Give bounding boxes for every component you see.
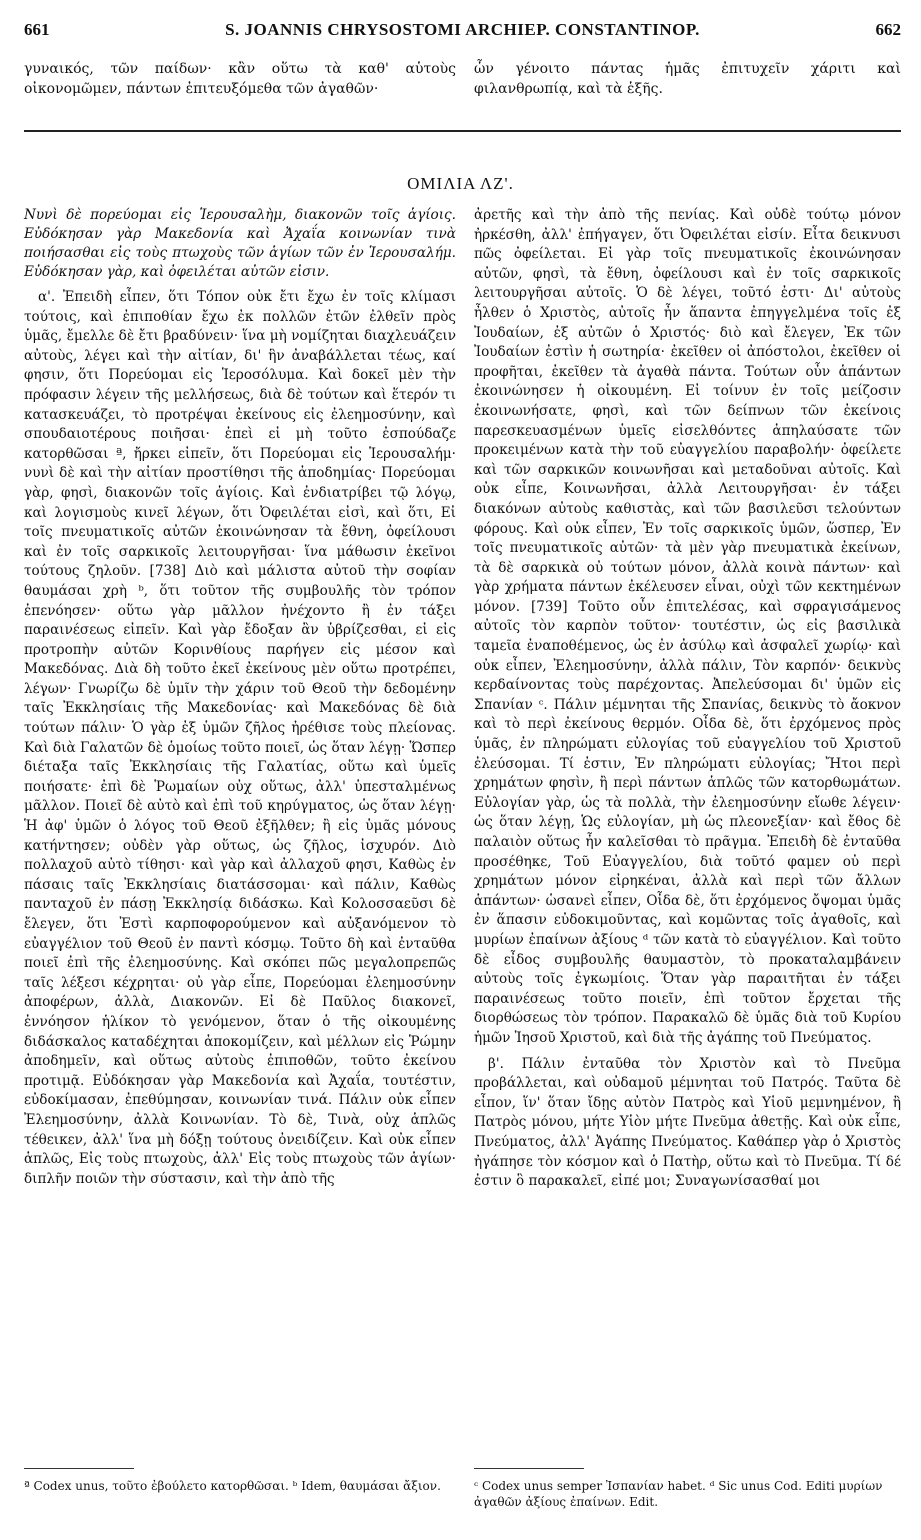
paragraph-beta: β'. Πάλιν ἐνταῦθα τὸν Χριστὸν καὶ τὸ Πνεῦμα προβάλλεται, καὶ οὐδαμοῦ μέμνηται τοῦ Πατρός. Ταῦτα δὲ εἶπον, ἵν' ὅταν ἴδῃς αὐτὸν Πατρὸς καὶ Υἱοῦ μεμνημένον, ἢ Πατρὸς μόνου, μήτε Υἱὸν μήτε Πνεῦμα ἀθετῇς. Καὶ οὐκ εἶπε, Πνεύματος, ἀλλ' Ἀγάπης Πνεύματος. Καθάπερ γὰρ ὁ Χριστὸς ἠγάπησε τὸν κόσμον καὶ ὁ Πατὴρ, οὕτω καὶ τὸ Πνεῦμα. Τί δέ ἐστιν ὃ παρακαλεῖ, εἰπέ μοι; Συναγωνίσασθαί μοι <box>474 1055 901 1190</box>
page-number-left: 661 <box>24 20 50 39</box>
top-left-text: γυναικός, τῶν παίδων· κἂν οὕτω τὰ καθ' αὑτοὺς οἰκονομῶμεν, πάντων ἐπιτευξόμεθα τῶν ἀγαθῶν· <box>24 61 456 97</box>
section-divider <box>24 130 901 132</box>
right-column <box>474 206 901 1192</box>
footnotes-left: ª Codex unus, τοῦτο ἐβούλετο κατορθῶσαι. ᵇ Idem, θαυμάσαι ἄξιον. <box>24 1479 441 1493</box>
footnotes-right: ᶜ Codex unus semper Ἰσπανίαν habet. ᵈ Sic unus Cod. Editi μυρίων ἀγαθῶν ἀξίους ἐπαίνων. Edit. <box>474 1479 883 1509</box>
left-column <box>24 206 456 1189</box>
main-body <box>24 206 901 1476</box>
scripture-lemma: Νυνὶ δὲ πορεύομαι εἰς Ἱερουσαλὴμ, διακονῶν τοῖς ἁγίοις. Εὐδόκησαν γὰρ Μακεδονία καὶ Ἀχαΐα κοινωνίαν τινὰ ποιήσασθαι εἰς τοὺς πτωχοὺς τῶν ἁγίων τῶν ἐν Ἱερουσαλήμ. Εὐδόκησαν γὰρ, καὶ ὀφειλέται αὐτῶν εἰσιν. <box>24 207 456 280</box>
footnote-rule-left <box>24 1468 134 1469</box>
homily-title: ΟΜΙΛΙΑ ΛΖ'. <box>407 174 514 193</box>
paragraph-continuation: ἀρετῆς καὶ τὴν ἀπὸ τῆς πενίας. Καὶ οὐδὲ τούτῳ μόνον ἠρκέσθη, ἀλλ' ἐπήγαγεν, ὅτι Ὀφειλέται εἰσίν. Εἶτα δεικνυσι πῶς ὀφείλεται. Εἰ γὰρ τοῖς πνευματικοῖς ἐκοινώνησαν αὐτῶν, φησὶ, τὰ ἔθνη, ὀφείλουσι καὶ ἐν τοῖς σαρκικοῖς λειτουργῆσαι αὐτοῖς. Ὁ δὲ λέγει, τοῦτό ἐστι· Δι' αὐτοὺς ἦλθεν ὁ Χριστὸς, αὐτοῖς ἦν ἅπαντα ἐπηγγελμένα τοῖς ἐξ Ἰουδαίων, ἐξ αὐτῶν ὁ Χριστός· διὸ καὶ ἔλεγεν, Ἐκ τῶν Ἰουδαίων ἐστὶν ἡ σωτηρία· ἐκεῖθεν οἱ ἀπόστολοι, ἐκεῖθεν οἱ προφῆται, ἐκεῖθεν τὰ ἀγαθὰ πάντα. Τούτων οὖν ἁπάντων ἐκοινώνησεν ἡ οἰκουμένη. Εἰ τοίνυν ἐν τοῖς μείζοσιν ἐκοινωνήσατε, φησὶ, καὶ τῶν δείπνων τῶν ἐκείνοις παρεσκευασμένων ὑμεῖς εἰσελθόντες ἀπηλαύσατε τῶν προκειμένων κατὰ τὴν τοῦ εὐαγγελίου παραβολήν· ὀφείλετε καὶ τῶν σαρκικῶν κοινωνῆσαι καὶ μεταδοῦναι αὐτοῖς. Καὶ οὐκ εἶπε, Κοινωνῆσαι, ἀλλὰ Λειτουργῆσαι· ἐν τάξει διακόνων αὐτοὺς καθιστὰς, καὶ τῶν βασιλεῦσι τελούντων φόρους. Καὶ οὐκ εἶπεν, Ἐν τοῖς σαρκικοῖς ὑμῶν, ὥσπερ, Ἐν τοῖς πνευματικοῖς αὐτῶν· τὰ μὲν γὰρ πνευματικὰ ἐκείνων, τὰ δὲ σαρκικὰ οὐ τούτων μόνον, ἀλλὰ κοινὰ πάντων· καὶ γὰρ χρήματα πάντων ἐκέλευσεν εἶναι, οὐχὶ τῶν κεκτημένων μόνον. [739] Τοῦτο οὖν ἐπιτελέσας, καὶ σφραγισάμενος αὐτοῖς τὸν καρπὸν τοῦτον· τουτέστιν, ὡς εἰς βασιλικὰ ταμεῖα ἐναποθέμενος, ὡς ἐν ἀσύλῳ καὶ ἀσφαλεῖ χωρίῳ· καὶ οὐκ εἶπεν, Ἐλεημοσύνην, ἀλλὰ πάλιν, Τὸν καρπόν· δεικνὺς κερδαίνοντας τοὺς παρέχοντας. Ἀπελεύσομαι δι' ὑμῶν εἰς Σπανίαν ᶜ. Πάλιν μέμνηται τῆς Σπανίας, δεικνὺς τὸ ἄοκνον καὶ τὸ περὶ ἐκείνους θερμόν. Οἶδα δὲ, ὅτι ἐρχόμενος πρὸς ὑμᾶς, ἐν πληρώματι εὐλογίας τοῦ εὐαγγελίου τοῦ Χριστοῦ ἐλεύσομαι. Τί ἐστιν, Ἐν πληρώματι εὐλογίας; Ἤτοι περὶ χρημάτων φησὶν, ἢ περὶ πάντων ἁπλῶς τῶν κατορθωμάτων. Εὐλογίαν γὰρ, ὡς τὰ πολλὰ, τὴν ἐλεημοσύνην εἴωθε λέγειν· ὡς ὅταν λέγῃ, Ὡς εὐλογίαν, μὴ ὡς πλεονεξίαν· καὶ ἔθος δὲ παλαιὸν οὕτως ἦν καλεῖσθαι τὸ πρᾶγμα. Ἐπειδὴ δὲ ἐνταῦθα προσέθηκε, Τοῦ Εὐαγγελίου, διὰ τοῦτό φαμεν οὐ περὶ χρημάτων μόνον εἰρηκέναι, ἀλλὰ καὶ περὶ τῶν ἄλλων ἁπάντων· ὡσανεὶ εἶπεν, Οἶδα δὲ, ὅτι ἐρχόμενος ὄψομαι ὑμᾶς ἐν ἅπασιν εὐδοκιμοῦντας, καὶ κομῶντας τοῖς ἀγαθοῖς, καὶ μυρίων ἐπαίνων ἀξίους ᵈ τῶν κατὰ τὸ εὐαγγέλιον. Καὶ τοῦτο δὲ εἶδος συμβουλῆς θαυμαστὸν, τὸ προκαταλαμβάνειν αὐτοὺς τοῖς ἐγκωμίοις. Ὅταν γὰρ παραιτῆται ἐν τάξει παραινέσεως τοῦτο ποιεῖν, ἐπὶ τοῦτον ἔρχεται τῆς διορθώσεως τὸν τρόπον. Παρακαλῶ δὲ ὑμᾶς διὰ τοῦ Κυρίου ἡμῶν Ἰησοῦ Χριστοῦ, καὶ διὰ τῆς ἀγάπης τοῦ Πνεύματος. <box>474 207 901 1046</box>
top-right-text: ὧν γένοιτο πάντας ἡμᾶς ἐπιτυχεῖν χάριτι καὶ φιλανθρωπίᾳ, καὶ τὰ ἑξῆς. <box>474 61 901 97</box>
page-number-right: 662 <box>875 20 901 39</box>
running-title: S. JOANNIS CHRYSOSTOMI ARCHIEP. CONSTANTINOP. <box>225 20 700 39</box>
footnote-rule-right <box>474 1468 584 1469</box>
top-continuation <box>24 60 901 120</box>
paragraph-alpha: α'. Ἐπειδὴ εἶπεν, ὅτι Τόπον οὐκ ἔτι ἔχω ἐν τοῖς κλίμασι τούτοις, καὶ ἐπιποθίαν ἔχω ἐκ πολλῶν ἐτῶν ἐλθεῖν πρὸς ὑμᾶς, ἔμελλε δὲ ἔτι βραδύνειν· ἵνα μὴ νομίζηται διαχλευάζειν αὐτοὺς, λέγει καὶ τὴν αἰτίαν, δι' ἣν ἀναβάλλεται τέως, καί φησιν, ὅτι Πορεύομαι εἰς Ἱεροσόλυμα. Καὶ δοκεῖ μὲν τὴν πρόφασιν λέγειν τῆς μελλήσεως, διὰ δὲ τούτων καὶ ἕτερόν τι κατασκευάζει, τὸ προτρέψαι ἐκείνους εἰς ἐλεημοσύνην, καὶ σπουδαιοτέρους ποιῆσαι· ἐπεὶ εἰ μὴ τοῦτο ἐσπούδαζε κατορθῶσαι ª, ἤρκει εἰπεῖν, ὅτι Πορεύομαι εἰς Ἱερουσαλήμ· νυνὶ δὲ καὶ τὴν αἰτίαν προστίθησι τῆς ἀποδημίας· Πορεύομαι γὰρ, φησὶ, διακονῶν τοῖς ἁγίοις. Καὶ ἐνδιατρίβει τῷ λόγῳ, καὶ λογισμοὺς κινεῖ λέγων, ὅτι Ὀφειλέται εἰσὶ, καὶ ὅτι, Εἰ τοῖς πνευματικοῖς αὐτῶν ἐκοινώνησαν τὰ ἔθνη, ὀφείλουσι καὶ ἐν τοῖς σαρκικοῖς λειτουργῆσαι· ἵνα μάθωσιν ἐκεῖνοι τούτους ζηλοῦν. [738] Διὸ καὶ μάλιστα αὐτοῦ τὴν σοφίαν θαυμάσαι χρὴ ᵇ, ὅτι τοῦτον τῆς συμβουλῆς τὸν τρόπον ἐπενόησεν· οὕτω γὰρ μᾶλλον ἠνέχοντο ἢ ἐν τάξει παραινέσεως εἰπεῖν. Καὶ γὰρ ἔδοξαν ἂν ὑβρίζεσθαι, εἰ εἰς προτροπὴν αὐτῶν Κορινθίους παρήγεν εἰς μέσον καὶ Μακεδόνας. Διὰ δὴ τοῦτο ἐκεῖ ἐκείνους μὲν οὕτω προτρέπει, λέγων· Γνωρίζω δὲ ὑμῖν τὴν χάριν τοῦ Θεοῦ τὴν δεδομένην ταῖς Ἐκκλησίαις τῆς Μακεδονίας· καὶ Μακεδόνας δὲ διὰ τούτων πάλιν· Ὁ γὰρ ἐξ ὑμῶν ζῆλος ἠρέθισε τοὺς πλείονας. Καὶ διὰ Γαλατῶν δὲ ὁμοίως τοῦτο ποιεῖ, ὡς ὅταν λέγῃ· Ὥσπερ διέταξα ταῖς Ἐκκλησίαις τῆς Γαλατίας, οὕτω καὶ ὑμεῖς ποιήσατε· ἐπὶ δὲ Ῥωμαίων οὐχ οὕτως, ἀλλ' ὑπεσταλμένως μᾶλλον. Ποιεῖ δὲ αὐτὸ καὶ ἐπὶ τοῦ κηρύγματος, ὡς ὅταν λέγῃ· Ἡ ἀφ' ὑμῶν ὁ λόγος τοῦ Θεοῦ ἐξῆλθεν; ἢ εἰς ὑμᾶς μόνους κατήντησεν; οὐδὲν γὰρ οὕτως, ὡς ζῆλος, ἰσχυρόν. Διὸ πολλαχοῦ αὐτὸ τίθησι· καὶ γὰρ καὶ ἀλλαχοῦ φησι, Καθὼς ἐν πάσαις ταῖς Ἐκκλησίαις διατάσσομαι· καὶ πάλιν, Καθὼς πανταχοῦ ἐν πάσῃ Ἐκκλησίᾳ διδάσκω. Καὶ Κολοσσαεῦσι δὲ ἔλεγεν, ὅτι Ἐστὶ καρποφορούμενον καὶ αὐξανόμενον τὸ εὐαγγέλιον τοῦ Θεοῦ ἐν παντὶ κόσμῳ. Τοῦτο δὴ καὶ ἐνταῦθα ποιεῖ ἐπὶ τῆς ἐλεημοσύνης. Καὶ σκόπει πῶς μεγαλοπρεπῶς ταῖς λέξεσι κέχρηται· οὐ γὰρ εἶπε, Πορεύομαι ἐλεημοσύνην ἀποφέρων, ἀλλὰ, Διακονῶν. Εἰ δὲ Παῦλος διακονεῖ, ἐννόησον ἡλίκον τὸ γενόμενον, ὅταν ὁ τῆς οἰκουμένης διδάσκαλος καταδέχηται ἀποκομίζειν, καὶ μέλλων εἰς Ῥώμην ἀποδημεῖν, καὶ οὕτως αὐτοὺς ἐπιποθῶν, τοῦτο ἐκείνου προτιμᾷ. Εὐδόκησαν γὰρ Μακεδονία καὶ Ἀχαΐα, τουτέστιν, εὐδοκίμασαν, ἐπεθύμησαν, κοινωνίαν τινά. Πάλιν οὐκ εἶπεν Ἐλεημοσύνην, ἀλλὰ Κοινωνίαν. Τὸ δὲ, Τινὰ, οὐχ ἁπλῶς τέθεικεν, ἀλλ' ἵνα μὴ δόξῃ τούτους ὀνειδίζειν. Καὶ οὐκ εἶπεν ἁπλῶς, Εἰς τοὺς πτωχοὺς, ἀλλ' Εἰς τοὺς πτωχοὺς τῶν ἁγίων· διπλῆν ποιῶν τὴν σύστασιν, καὶ τὴν ἀπὸ τῆς <box>24 289 456 1187</box>
running-header <box>24 14 901 44</box>
